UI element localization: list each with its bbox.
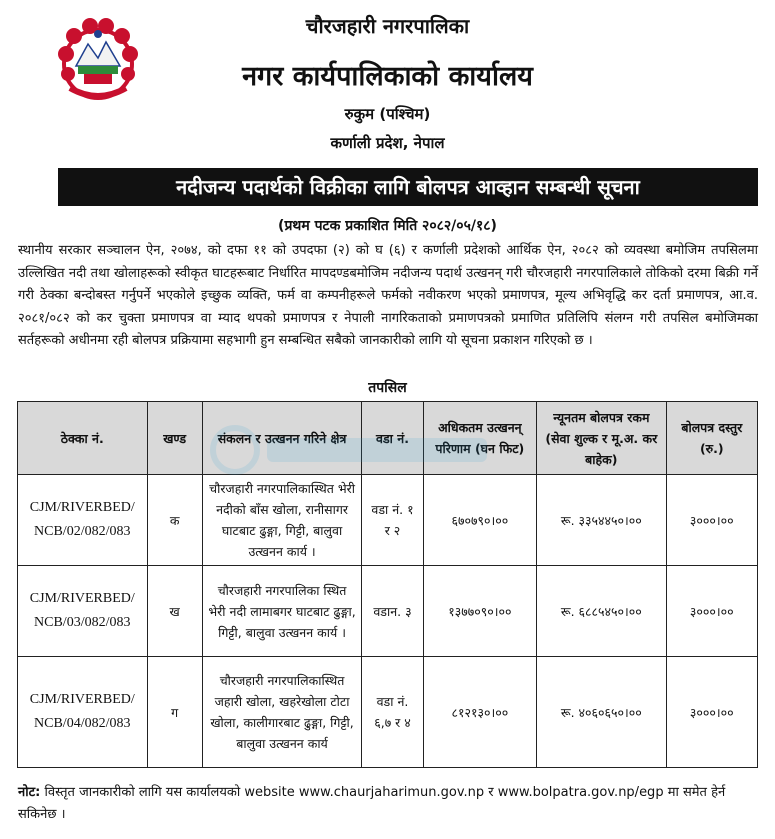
district-name: रुकुम (पश्चिम) xyxy=(344,105,431,123)
min-bid-cell: रू. ३३५४४५०।०० xyxy=(537,475,667,566)
table-row xyxy=(18,657,758,768)
section-cell: ग xyxy=(147,657,202,768)
notice-title-banner: नदीजन्य पदार्थको विक्रीका लागि बोलपत्र आव्हान सम्बन्धी सूचना xyxy=(58,168,758,206)
fee-cell: ३०००।०० xyxy=(666,657,757,768)
table-caption: तपसिल xyxy=(368,380,407,396)
header-quantity: अधिकतम उत्खनन् परिणाम (घन फिट) xyxy=(423,402,536,475)
ward-cell: वडा नं. १ र २ xyxy=(362,475,423,566)
municipality-name: चौरजहारी नगरपालिका xyxy=(305,14,470,38)
table-row xyxy=(18,566,758,657)
notice-paragraph: स्थानीय सरकार सञ्चालन ऐन, २०७४, को दफा ११ को उपदफा (२) को घ (६) र कर्णाली प्रदेशको आर्थिक ऐन, २०८२ को व्यवस्था बमोजिम तपसिलमा उल्लिखित नदी तथा खोलाहरूको स्वीकृत घाटहरूबाट निर्धारित मापदण्डबमोजिम नदीजन्य पदार्थ उत्खनन् गरी चौरजहारी नगरपालिकाले तोकिको दरमा बिक्री गर्ने गरी ठेक्का बन्दोबस्त गर्नुपर्ने भएकोले इच्छुक व्यक्ति, फर्म वा कम्पनीहरूले फर्मको नवीकरण भएको प्रमाणपत्र, मूल्य अभिवृद्धि कर दर्ता प्रमाणपत्र, आ.व. २०८१/०८२ को कर चुक्ता प्रमाणपत्र वा म्याद थपको प्रमाणपत्र र नेपाली नागरिकताको प्रमाणपत्रको प्रमाणित प्रतिलिपि संलग्न गरी तपसिल बमोजिमका सर्तहरूको अधीनमा रही बोलपत्र प्रक्रियामा सहभागी हुन सम्बन्धित सबैको जानकारीको लागि यो सूचना प्रकाशन गरिएको छ । xyxy=(18,243,758,348)
table-row xyxy=(18,475,758,566)
area-cell: चौरजहारी नगरपालिकास्थित भेरी नदीको बाँस खोला, रानीसागर घाटबाट ढुङ्गा, गिट्टी, बालुवा उत्खनन कार्य । xyxy=(202,475,362,566)
section-cell: क xyxy=(147,475,202,566)
min-bid-cell: रू. ४०६०६५०।०० xyxy=(537,657,667,768)
table-header-row xyxy=(18,402,758,475)
fee-cell: ३०००।०० xyxy=(666,566,757,657)
tender-table xyxy=(17,401,758,768)
contract-no-cell: CJM/RIVERBED/ NCB/02/082/083 xyxy=(18,475,148,566)
quantity-cell: १३७७०९०।०० xyxy=(423,566,536,657)
header-ward: वडा नं. xyxy=(362,402,423,475)
publish-date: (प्रथम पटक प्रकाशित मिति २०८२/०५/१८) xyxy=(278,218,497,234)
area-cell: चौरजहारी नगरपालिकास्थित जहारी खोला, खहरेखोला टोटा खोला, कालीगारबाट ढुङ्गा, गिट्टी, बालुवा उत्खनन कार्य xyxy=(202,657,362,768)
header-contract-no: ठेक्का नं. xyxy=(18,402,148,475)
min-bid-cell: रू. ६८८५४५०।०० xyxy=(537,566,667,657)
ward-cell: वडान. ३ xyxy=(362,566,423,657)
note-text: विस्तृत जानकारीको लागि यस कार्यालयको website www.chaurjaharimun.gov.np र www.bolpatra.gov.np/egp मा समेत हेर्न सकिनेछ । xyxy=(18,785,726,822)
province-name: कर्णाली प्रदेश, नेपाल xyxy=(330,134,445,152)
footer-note xyxy=(18,782,758,826)
section-cell: ख xyxy=(147,566,202,657)
header-area: संकलन र उत्खनन गरिने क्षेत्र xyxy=(202,402,362,475)
letterhead xyxy=(0,0,775,160)
quantity-cell: ६७०७९०।०० xyxy=(423,475,536,566)
contract-no-cell: CJM/RIVERBED/ NCB/03/082/083 xyxy=(18,566,148,657)
note-label: नोट: xyxy=(18,785,41,800)
contract-no-cell: CJM/RIVERBED/ NCB/04/082/083 xyxy=(18,657,148,768)
quantity-cell: ८१२१३०।०० xyxy=(423,657,536,768)
header-fee: बोलपत्र दस्तुर (रु.) xyxy=(666,402,757,475)
area-cell: चौरजहारी नगरपालिका स्थित भेरी नदी लामाबगर घाटबाट ढुङ्गा, गिट्टी, बालुवा उत्खनन कार्य । xyxy=(202,566,362,657)
fee-cell: ३०००।०० xyxy=(666,475,757,566)
header-min-bid: न्यूनतम बोलपत्र रकम (सेवा शुल्क र मू.अ. कर बाहेक) xyxy=(537,402,667,475)
header-section: खण्ड xyxy=(147,402,202,475)
office-name: नगर कार्यपालिकाको कार्यालय xyxy=(242,61,533,92)
ward-cell: वडा नं. ६,७ र ४ xyxy=(362,657,423,768)
